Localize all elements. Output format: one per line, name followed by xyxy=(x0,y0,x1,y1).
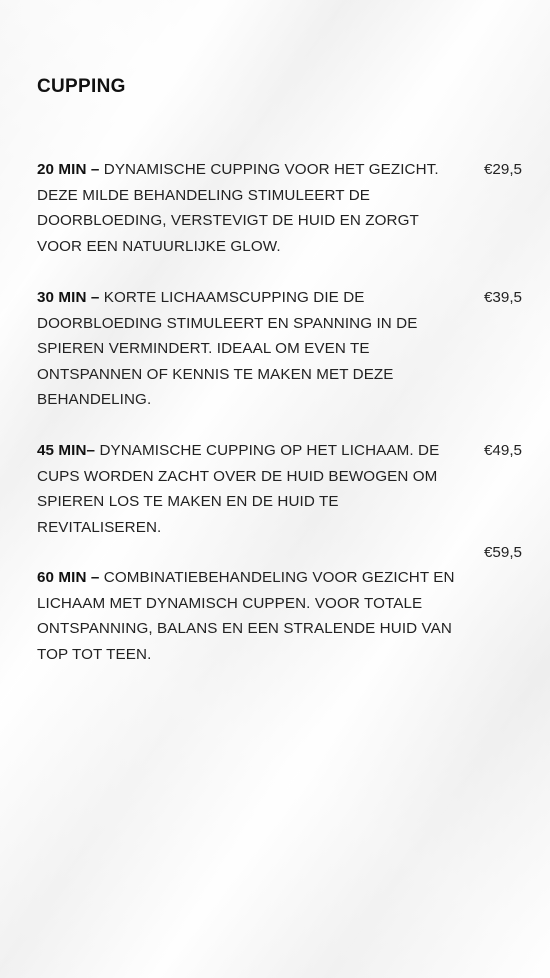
treatment-duration: 30 MIN – xyxy=(37,289,100,306)
section-title: CUPPING xyxy=(37,76,126,97)
treatment-description: COMBINATIEBEHANDELING VOOR GEZICHT EN LICHAAM MET DYNAMISCH CUPPEN. VOOR TOTALE ONTSPANNING, BALANS EN EEN STRALENDE HUID VAN TOP TOT TEEN. xyxy=(37,569,455,663)
treatment-20-min xyxy=(37,157,457,259)
treatment-price-30-min: €39,5 xyxy=(483,289,522,306)
treatment-45-min xyxy=(37,438,457,540)
treatment-price-20-min: €29,5 xyxy=(483,161,522,178)
treatment-30-min xyxy=(37,285,457,413)
treatment-duration: 60 MIN – xyxy=(37,569,100,586)
treatment-price-45-min: €49,5 xyxy=(483,442,522,459)
treatment-description: DYNAMISCHE CUPPING OP HET LICHAAM. DE CUPS WORDEN ZACHT OVER DE HUID BEWOGEN OM SPIEREN LOS TE MAKEN EN DE HUID TE REVITALISEREN. xyxy=(37,442,440,536)
treatment-description: DYNAMISCHE CUPPING VOOR HET GEZICHT. DEZE MILDE BEHANDELING STIMULEERT DE DOORBLOEDING, VERSTEVIGT DE HUID EN ZORGT VOOR EEN NATUURLIJKE GLOW. xyxy=(37,161,439,255)
treatment-60-min xyxy=(37,565,457,667)
treatment-price-60-min: €59,5 xyxy=(483,544,522,561)
treatment-description: KORTE LICHAAMSCUPPING DIE DE DOORBLOEDING STIMULEERT EN SPANNING IN DE SPIEREN VERMINDERT. IDEAAL OM EVEN TE ONTSPANNEN OF KENNIS TE MAKEN MET DEZE BEHANDELING. xyxy=(37,289,418,408)
treatment-duration: 45 MIN– xyxy=(37,442,96,459)
treatment-duration: 20 MIN – xyxy=(37,161,100,178)
